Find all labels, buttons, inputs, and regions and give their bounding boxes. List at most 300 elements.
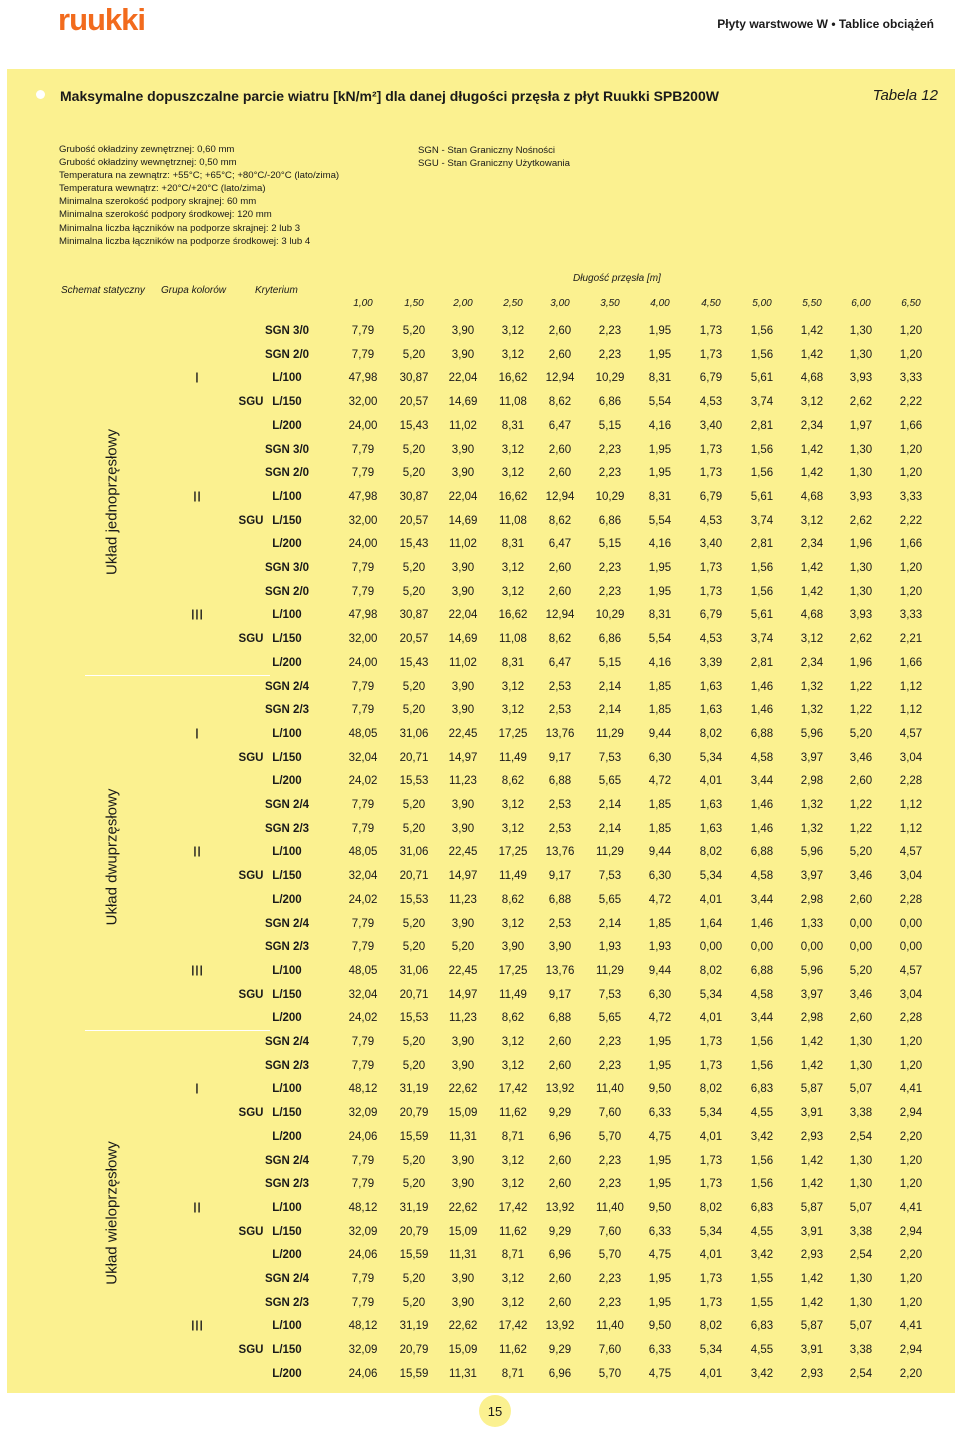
table-cell: 4,57 (899, 965, 923, 977)
table-cell: 6,88 (750, 846, 774, 858)
table-cell: 5,20 (402, 704, 426, 716)
table-cell: 1,12 (899, 681, 923, 693)
table-cell: 31,19 (399, 1320, 429, 1332)
criterion-label: L/100 (272, 1320, 302, 1332)
table-cell: 8,31 (648, 372, 672, 384)
table-cell: 5,61 (750, 491, 774, 503)
table-cell: 1,20 (899, 325, 923, 337)
table-cell: 1,30 (849, 349, 873, 361)
table-cell: 5,20 (402, 799, 426, 811)
table-cell: 9,44 (648, 846, 672, 858)
table-cell: 22,62 (448, 1202, 478, 1214)
table-cell: 3,97 (800, 989, 824, 1001)
table-cell: 1,20 (899, 1036, 923, 1048)
table-cell: 1,97 (849, 420, 873, 432)
sgu-label: SGU (238, 870, 264, 882)
table-cell: 4,16 (648, 538, 672, 550)
table-cell: 5,20 (402, 823, 426, 835)
table-cell: 6,83 (750, 1083, 774, 1095)
table-cell: 1,95 (648, 1178, 672, 1190)
table-cell: 3,90 (451, 444, 475, 456)
table-cell: 0,00 (750, 941, 774, 953)
table-cell: 5,20 (402, 918, 426, 930)
table-cell: 3,90 (451, 1036, 475, 1048)
table-cell: 3,97 (800, 752, 824, 764)
table-cell: 8,62 (548, 515, 572, 527)
criterion-label: L/200 (272, 538, 302, 550)
table-cell: 2,53 (548, 823, 572, 835)
table-cell: 5,34 (699, 1107, 723, 1119)
table-cell: 5,20 (402, 1178, 426, 1190)
table-cell: 3,42 (750, 1368, 774, 1380)
table-cell: 8,31 (501, 420, 525, 432)
table-cell: 5,20 (402, 467, 426, 479)
table-cell: 6,96 (548, 1131, 572, 1143)
table-cell: 15,43 (399, 657, 429, 669)
table-cell: 2,22 (899, 515, 923, 527)
table-cell: 5,70 (598, 1368, 622, 1380)
table-cell: 5,15 (598, 420, 622, 432)
table-cell: 22,45 (448, 728, 478, 740)
table-cell: 3,93 (849, 609, 873, 621)
span-length-header: 3,00 (550, 298, 570, 309)
table-cell: 3,12 (501, 1155, 525, 1167)
table-cell: 1,73 (699, 586, 723, 598)
table-cell: 4,57 (899, 846, 923, 858)
table-cell: 8,31 (648, 491, 672, 503)
table-cell: 2,60 (548, 562, 572, 574)
table-cell: 7,79 (351, 1036, 375, 1048)
table-cell: 12,94 (545, 609, 575, 621)
table-cell: 1,64 (699, 918, 723, 930)
table-cell: 5,20 (849, 846, 873, 858)
table-cell: 5,96 (800, 965, 824, 977)
table-cell: 1,42 (800, 467, 824, 479)
table-cell: 15,09 (448, 1107, 478, 1119)
table-cell: 1,30 (849, 562, 873, 574)
table-cell: 1,63 (699, 799, 723, 811)
table-cell: 9,29 (548, 1107, 572, 1119)
table-cell: 48,05 (348, 846, 378, 858)
table-cell: 15,09 (448, 1344, 478, 1356)
table-cell: 1,73 (699, 325, 723, 337)
table-cell: 17,42 (498, 1320, 528, 1332)
table-cell: 24,06 (348, 1368, 378, 1380)
table-cell: 11,29 (596, 728, 624, 740)
table-cell: 24,06 (348, 1131, 378, 1143)
table-cell: 1,63 (699, 681, 723, 693)
table-cell: 3,38 (849, 1107, 873, 1119)
table-cell: 3,46 (849, 989, 873, 1001)
criterion-label: SGN 3/0 (264, 325, 310, 337)
table-cell: 1,32 (800, 681, 824, 693)
table-cell: 3,12 (501, 1297, 525, 1309)
table-cell: 11,62 (499, 1107, 527, 1119)
table-cell: 2,60 (849, 775, 873, 787)
table-cell: 1,20 (899, 1297, 923, 1309)
table-cell: 48,12 (348, 1083, 378, 1095)
table-cell: 48,12 (348, 1320, 378, 1332)
table-cell: 4,53 (699, 633, 723, 645)
table-cell: 7,79 (351, 467, 375, 479)
table-cell: 0,00 (699, 941, 723, 953)
table-cell: 2,98 (800, 775, 824, 787)
table-cell: 1,22 (849, 681, 873, 693)
parameter-line: Grubość okładziny wewnętrznej: 0,50 mm (59, 157, 237, 169)
criterion-label: L/150 (272, 1107, 302, 1119)
table-cell: 7,79 (351, 1060, 375, 1072)
table-cell: 3,90 (451, 586, 475, 598)
sgu-label: SGU (238, 515, 264, 527)
table-cell: 5,07 (849, 1083, 873, 1095)
table-cell: 1,85 (648, 918, 672, 930)
criterion-label: L/100 (272, 846, 302, 858)
table-cell: 3,90 (451, 823, 475, 835)
table-cell: 1,20 (899, 467, 923, 479)
table-cell: 4,01 (699, 1368, 723, 1380)
table-cell: 3,90 (501, 941, 525, 953)
table-cell: 5,54 (648, 633, 672, 645)
table-cell: 5,34 (699, 752, 723, 764)
table-cell: 0,00 (899, 941, 923, 953)
table-cell: 3,38 (849, 1344, 873, 1356)
table-cell: 2,60 (548, 1155, 572, 1167)
table-cell: 17,42 (498, 1083, 528, 1095)
table-cell: 2,54 (849, 1249, 873, 1261)
table-cell: 22,04 (448, 491, 478, 503)
table-cell: 7,79 (351, 823, 375, 835)
table-cell: 6,79 (699, 491, 723, 503)
table-cell: 1,95 (648, 586, 672, 598)
table-cell: 11,62 (499, 1226, 527, 1238)
table-cell: 3,93 (849, 372, 873, 384)
table-cell: 6,88 (750, 728, 774, 740)
table-cell: 3,90 (451, 1178, 475, 1190)
table-cell: 1,95 (648, 1155, 672, 1167)
table-cell: 2,62 (849, 515, 873, 527)
table-cell: 1,56 (750, 562, 774, 574)
table-cell: 2,81 (750, 420, 774, 432)
table-cell: 9,29 (548, 1344, 572, 1356)
span-length-header: 6,50 (901, 298, 921, 309)
table-cell: 3,12 (501, 1273, 525, 1285)
table-cell: 2,60 (849, 894, 873, 906)
table-cell: 6,83 (750, 1202, 774, 1214)
table-cell: 15,53 (399, 1012, 429, 1024)
header-color-group: Grupa kolorów (161, 285, 227, 296)
span-length-header: 1,00 (353, 298, 373, 309)
criterion-label: L/150 (272, 1344, 302, 1356)
table-cell: 1,85 (648, 799, 672, 811)
table-cell: 1,56 (750, 349, 774, 361)
table-cell: 20,79 (399, 1107, 429, 1119)
span-length-header: 6,00 (851, 298, 871, 309)
table-cell: 1,42 (800, 325, 824, 337)
table-cell: 5,20 (849, 728, 873, 740)
document-title: Płyty warstwowe W • Tablice obciążeń (717, 17, 934, 31)
table-cell: 3,90 (451, 918, 475, 930)
table-cell: 1,22 (849, 704, 873, 716)
table-cell: 1,32 (800, 704, 824, 716)
table-cell: 4,01 (699, 775, 723, 787)
table-cell: 2,54 (849, 1131, 873, 1143)
table-cell: 2,93 (800, 1131, 824, 1143)
table-cell: 1,56 (750, 444, 774, 456)
table-cell: 5,20 (402, 444, 426, 456)
table-cell: 8,71 (501, 1368, 525, 1380)
table-cell: 20,71 (399, 752, 429, 764)
table-cell: 2,94 (899, 1344, 923, 1356)
table-cell: 2,20 (899, 1131, 923, 1143)
criterion-label: L/150 (272, 1226, 302, 1238)
table-cell: 1,95 (648, 467, 672, 479)
table-cell: 14,69 (448, 633, 478, 645)
table-cell: 15,53 (399, 775, 429, 787)
table-cell: 7,60 (598, 1344, 622, 1356)
color-group-label: II (192, 1199, 202, 1217)
table-cell: 5,07 (849, 1320, 873, 1332)
table-cell: 4,75 (648, 1249, 672, 1261)
table-cell: 3,46 (849, 752, 873, 764)
table-cell: 2,98 (800, 1012, 824, 1024)
table-cell: 24,02 (348, 894, 378, 906)
table-cell: 4,01 (699, 1012, 723, 1024)
table-cell: 5,20 (402, 562, 426, 574)
criterion-label: L/200 (272, 657, 302, 669)
table-cell: 6,88 (548, 1012, 572, 1024)
parameter-line: Temperatura na zewnątrz: +55°C; +65°C; +80°C/-20°C (lato/zima) (59, 170, 340, 182)
table-cell: 1,85 (648, 704, 672, 716)
table-cell: 14,97 (448, 752, 478, 764)
table-cell: 1,30 (849, 1036, 873, 1048)
table-cell: 12,94 (545, 372, 575, 384)
table-cell: 3,12 (800, 515, 824, 527)
table-cell: 5,65 (598, 775, 622, 787)
table-cell: 22,62 (448, 1320, 478, 1332)
table-cell: 2,14 (598, 918, 622, 930)
table-cell: 2,34 (800, 538, 824, 550)
legend-sgn: SGN - Stan Graniczny Nośności (418, 145, 556, 156)
table-cell: 8,02 (699, 728, 723, 740)
table-cell: 4,57 (899, 728, 923, 740)
ruukki-logo (58, 4, 178, 34)
table-cell: 11,40 (596, 1083, 624, 1095)
table-cell: 22,04 (448, 609, 478, 621)
table-cell: 4,41 (899, 1202, 923, 1214)
header-span-length: Długość przęsła [m] (573, 273, 661, 284)
span-length-header: 4,50 (701, 298, 721, 309)
parameter-line: Grubość okładziny zewnętrznej: 0,60 mm (59, 144, 235, 155)
table-cell: 4,55 (750, 1226, 774, 1238)
table-cell: 5,20 (402, 586, 426, 598)
table-cell: 9,17 (548, 870, 572, 882)
table-cell: 3,90 (451, 562, 475, 574)
criterion-label: SGN 2/4 (264, 1036, 310, 1048)
criterion-label: SGN 2/4 (264, 918, 310, 930)
table-cell: 6,83 (750, 1320, 774, 1332)
table-cell: 17,25 (498, 965, 528, 977)
parameter-line: Minimalna liczba łączników na podporze środkowej: 3 lub 4 (59, 235, 311, 247)
sgu-label: SGU (238, 633, 264, 645)
table-cell: 7,79 (351, 1178, 375, 1190)
table-cell: 6,88 (750, 965, 774, 977)
table-cell: 11,02 (449, 657, 477, 669)
abbreviation-legend (418, 144, 570, 170)
table-cell: 10,29 (595, 372, 625, 384)
table-cell: 1,73 (699, 444, 723, 456)
table-cell: 5,20 (402, 1273, 426, 1285)
table-cell: 6,88 (548, 894, 572, 906)
table-cell: 7,79 (351, 918, 375, 930)
table-cell: 1,33 (800, 918, 824, 930)
table-cell: 4,16 (648, 420, 672, 432)
table-cell: 1,56 (750, 1060, 774, 1072)
table-cell: 20,57 (399, 396, 429, 408)
table-cell: 1,20 (899, 586, 923, 598)
table-cell: 14,69 (448, 396, 478, 408)
table-cell: 11,40 (596, 1320, 624, 1332)
table-cell: 5,07 (849, 1202, 873, 1214)
table-cell: 2,60 (548, 325, 572, 337)
table-cell: 1,20 (899, 1155, 923, 1167)
table-cell: 13,92 (545, 1083, 575, 1095)
table-cell: 11,23 (449, 894, 477, 906)
table-cell: 3,12 (501, 562, 525, 574)
table-cell: 0,00 (849, 941, 873, 953)
table-cell: 3,12 (501, 681, 525, 693)
table-cell: 2,14 (598, 823, 622, 835)
table-cell: 24,00 (348, 657, 378, 669)
table-cell: 2,23 (598, 1155, 622, 1167)
table-cell: 5,65 (598, 894, 622, 906)
table-cell: 4,68 (800, 609, 824, 621)
table-cell: 11,31 (449, 1131, 477, 1143)
table-cell: 1,30 (849, 444, 873, 456)
table-cell: 13,92 (545, 1320, 575, 1332)
header-scheme: Schemat statyczny (61, 285, 145, 296)
criterion-label: L/150 (272, 515, 302, 527)
table-cell: 11,49 (499, 870, 527, 882)
table-cell: 5,65 (598, 1012, 622, 1024)
table-cell: 5,87 (800, 1320, 824, 1332)
table-cell: 3,91 (800, 1344, 824, 1356)
table-cell: 1,42 (800, 349, 824, 361)
table-cell: 15,43 (399, 538, 429, 550)
color-group-label: I (194, 1080, 200, 1098)
table-cell: 1,46 (750, 681, 774, 693)
criterion-label: L/100 (272, 372, 302, 384)
table-cell: 32,00 (348, 396, 378, 408)
table-cell: 1,73 (699, 349, 723, 361)
table-cell: 1,95 (648, 325, 672, 337)
table-cell: 4,55 (750, 1107, 774, 1119)
table-cell: 1,95 (648, 1036, 672, 1048)
table-cell: 9,50 (648, 1320, 672, 1332)
color-group-label: II (192, 488, 202, 506)
table-cell: 7,79 (351, 1297, 375, 1309)
table-cell: 7,53 (598, 752, 622, 764)
table-cell: 3,90 (451, 467, 475, 479)
criterion-label: L/100 (272, 1083, 302, 1095)
table-cell: 13,76 (545, 728, 575, 740)
table-cell: 11,23 (449, 775, 477, 787)
table-cell: 1,20 (899, 1178, 923, 1190)
table-cell: 7,60 (598, 1107, 622, 1119)
table-cell: 4,01 (699, 894, 723, 906)
table-cell: 1,95 (648, 444, 672, 456)
table-cell: 3,90 (451, 1297, 475, 1309)
table-cell: 24,02 (348, 775, 378, 787)
table-cell: 3,12 (501, 704, 525, 716)
table-cell: 31,06 (399, 728, 429, 740)
table-cell: 47,98 (348, 491, 378, 503)
table-cell: 3,12 (501, 823, 525, 835)
table-cell: 16,62 (498, 609, 528, 621)
table-cell: 5,70 (598, 1131, 622, 1143)
span-length-header: 5,00 (752, 298, 772, 309)
table-cell: 1,66 (899, 420, 923, 432)
table-cell: 13,92 (545, 1202, 575, 1214)
table-cell: 31,06 (399, 965, 429, 977)
table-cell: 6,79 (699, 609, 723, 621)
table-cell: 4,68 (800, 491, 824, 503)
table-cell: 1,73 (699, 467, 723, 479)
bullet-icon (36, 90, 45, 99)
table-cell: 20,71 (399, 989, 429, 1001)
table-cell: 5,34 (699, 1344, 723, 1356)
table-cell: 1,95 (648, 1273, 672, 1285)
table-cell: 1,20 (899, 1273, 923, 1285)
table-cell: 15,59 (399, 1249, 429, 1261)
table-cell: 3,97 (800, 870, 824, 882)
table-cell: 7,79 (351, 562, 375, 574)
table-cell: 5,20 (402, 1060, 426, 1072)
color-group-label: III (190, 962, 204, 980)
table-cell: 5,20 (402, 325, 426, 337)
table-cell: 20,57 (399, 515, 429, 527)
table-cell: 16,62 (498, 372, 528, 384)
table-cell: 1,73 (699, 1273, 723, 1285)
criterion-label: SGN 2/4 (264, 799, 310, 811)
criterion-label: SGN 2/4 (264, 681, 310, 693)
table-cell: 8,02 (699, 965, 723, 977)
table-cell: 3,91 (800, 1226, 824, 1238)
table-cell: 11,23 (449, 1012, 477, 1024)
table-cell: 5,20 (402, 349, 426, 361)
criterion-label: SGN 2/3 (264, 823, 310, 835)
table-cell: 2,23 (598, 1036, 622, 1048)
table-cell: 1,46 (750, 823, 774, 835)
table-cell: 11,31 (449, 1368, 477, 1380)
table-cell: 2,93 (800, 1249, 824, 1261)
table-cell: 20,57 (399, 633, 429, 645)
table-cell: 2,20 (899, 1249, 923, 1261)
table-cell: 8,62 (548, 396, 572, 408)
table-cell: 11,49 (499, 989, 527, 1001)
table-cell: 1,56 (750, 586, 774, 598)
static-scheme-name: Układ dwuprzęsłowy (103, 788, 121, 926)
table-cell: 3,04 (899, 989, 923, 1001)
table-cell: 6,30 (648, 870, 672, 882)
table-cell: 3,12 (800, 633, 824, 645)
table-cell: 3,74 (750, 515, 774, 527)
parameter-line: Minimalna szerokość podpory środkowej: 120 mm (59, 209, 272, 221)
table-cell: 1,66 (899, 538, 923, 550)
table-cell: 1,46 (750, 799, 774, 811)
table-cell: 8,62 (548, 633, 572, 645)
table-cell: 7,53 (598, 870, 622, 882)
criterion-label: L/100 (272, 609, 302, 621)
